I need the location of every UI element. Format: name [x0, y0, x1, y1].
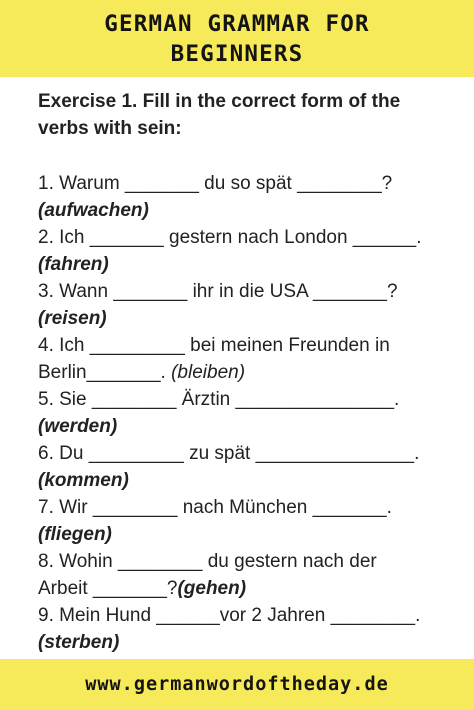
exercise-3-sentence: 3. Wann _______ ihr in die USA _______? — [38, 281, 398, 302]
instructions-line2: verbs with sein: — [38, 118, 182, 139]
exercise-4-sentence-line1: 4. Ich _________ bei meinen Freunden in — [38, 335, 390, 356]
exercise-8-sentence-tail: Arbeit _______? — [38, 578, 178, 599]
header-banner — [0, 0, 474, 77]
exercise-1-sentence: 1. Warum _______ du so spät ________? — [38, 173, 393, 194]
exercise-4-sentence-tail: Berlin_______. — [38, 362, 172, 383]
exercise-5-hint: (werden) — [38, 416, 118, 437]
instructions-line1: Exercise 1. Fill in the correct form of the — [38, 91, 401, 112]
exercise-6-hint: (kommen) — [38, 470, 129, 491]
exercise-8-sentence-line1: 8. Wohin ________ du gestern nach der — [38, 551, 377, 572]
exercise-1-hint: (aufwachen) — [38, 200, 149, 221]
page-title-line1: GERMAN GRAMMAR FOR — [104, 10, 370, 37]
page-title-line2: BEGINNERS — [170, 40, 304, 67]
exercise-7-hint: (fliegen) — [38, 524, 112, 545]
exercise-3-hint: (reisen) — [38, 308, 107, 329]
exercise-4-hint: (bleiben) — [171, 362, 246, 383]
exercise-8-sentence-line2 — [38, 575, 448, 602]
exercise-6-sentence: 6. Du _________ zu spät _______________. — [38, 443, 420, 464]
exercise-list — [38, 170, 448, 656]
footer-banner — [0, 659, 474, 710]
exercise-4-sentence-line2 — [38, 359, 448, 386]
exercise-5-sentence: 5. Sie ________ Ärztin _______________. — [38, 389, 400, 410]
exercise-2-sentence: 2. Ich _______ gestern nach London ______. — [38, 227, 422, 248]
exercise-7-sentence: 7. Wir ________ nach München _______. — [38, 497, 392, 518]
exercise-9-sentence: 9. Mein Hund ______vor 2 Jahren ________. — [38, 605, 421, 626]
exercise-instructions — [38, 88, 438, 142]
exercise-9-hint: (sterben) — [38, 632, 120, 653]
website-url[interactable]: www.germanwordoftheday.de — [85, 674, 389, 695]
exercise-8-hint: (gehen) — [177, 578, 247, 599]
exercise-2-hint: (fahren) — [38, 254, 109, 275]
